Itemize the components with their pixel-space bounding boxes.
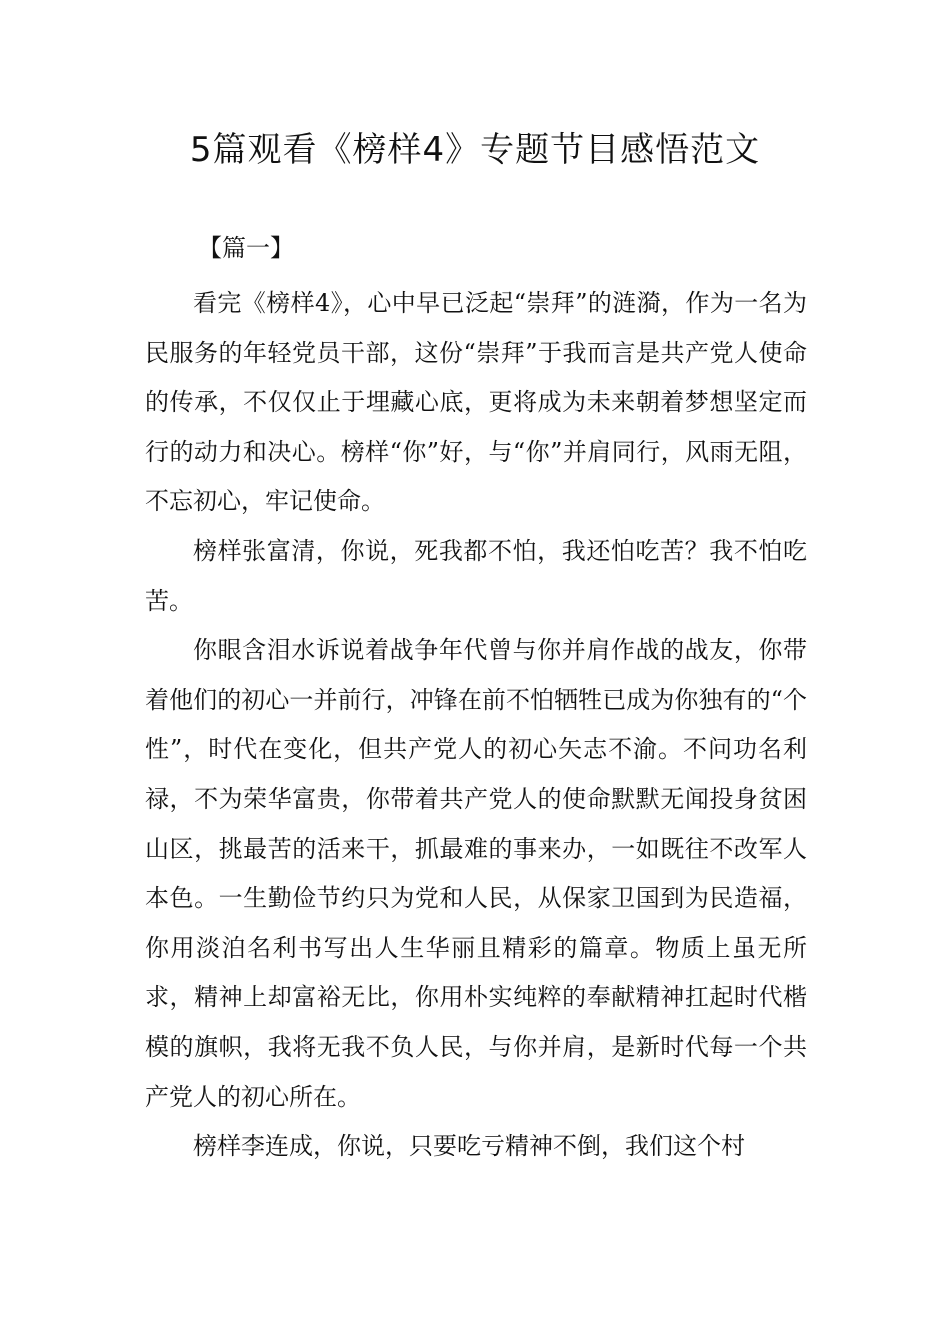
paragraph: 榜样张富清，你说，死我都不怕，我还怕吃苦？我不怕吃苦。 — [145, 536, 807, 615]
document-body — [145, 279, 807, 1172]
document-title: 5篇观看《榜样4》专题节目感悟范文 — [189, 130, 761, 170]
paragraph: 你眼含泪水诉说着战争年代曾与你并肩作战的战友，你带着他们的初心一并前行，冲锋在前不怕牺牲已成为你独有的“个性”，时代在变化，但共产党人的初心矢志不渝。不问功名利禄，不为荣华富贵，你带着共产党人的使命默默无闻投身贫困山区，挑最苦的活来干，抓最难的事来办，一如既往不改军人本色。一生勤俭节约只为党和人民，从保家卫国到为民造福，你用淡泊名利书写出人生华丽且精彩的篇章。物质上虽无所求，精神上却富裕无比，你用朴实纯粹的奉献精神扛起时代楷模的旗帜，我将无我不负人民，与你并肩，是新时代每一个共产党人的初心所在。 — [145, 636, 807, 1111]
paragraph: 看完《榜样4》，心中早已泛起“崇拜”的涟漪，作为一名为民服务的年轻党员干部，这份“崇拜”于我而言是共产党人使命的传承，不仅仅止于埋藏心底，更将成为未来朝着梦想坚定而行的动力和决心。榜样“你”好，与“你”并肩同行，风雨无阻，不忘初心，牢记使命。 — [145, 289, 807, 516]
paragraph: 榜样李连成，你说，只要吃亏精神不倒，我们这个村 — [193, 1132, 745, 1161]
section-label: 【篇一】 — [198, 234, 294, 262]
